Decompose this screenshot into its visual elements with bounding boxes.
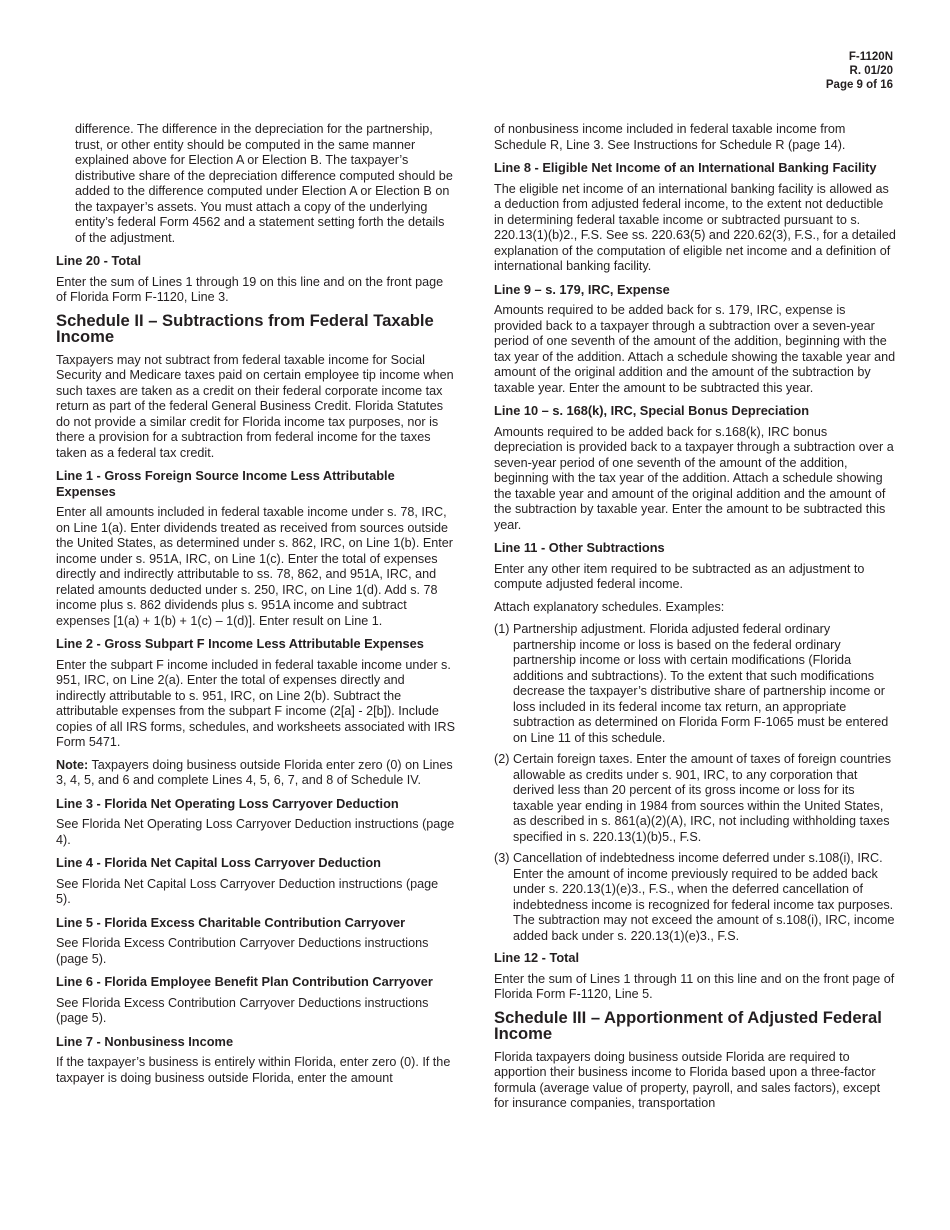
line11-heading: Line 11 - Other Subtractions [494,540,665,555]
line10-text: Amounts required to be added back for s.168(k), IRC bonus depreciation is provided back to a taxpayer through a subtraction over a seven-year period of one seventh of the amount of the addition, beginning with the tax year of the addition. Attach a schedule showing the taxable year and amount of the original addition and the amount of the subtraction by taxable year. Enter the amount to be subtracted this year. [494,424,894,532]
depreciation-continuation: difference. The difference in the depreciation for the partnership, trust, or other entity should be computed in the same manner explained above for Election A or Election B. The taxpayer’s distributive share of the depreciation difference computed should be added to the difference computed under Election A or Election B on the taxpayer’s assets. You must attach a copy of the underlying entity’s federal Form 4562 and a statement setting forth the details of the adjustment. [75,122,453,245]
example-number: (2) [494,752,510,766]
line11-attach-text: Attach explanatory schedules. Examples: [494,599,725,614]
note-text: Taxpayers doing business outside Florida enter zero (0) on Lines 3, 4, 5, and 6 and complete Lines 4, 5, 6, 7, and 8 of Schedule IV. [56,757,453,787]
page-header [826,50,893,92]
line11-text: Enter any other item required to be subtracted as an adjustment to compute adjusted federal income. [494,561,865,591]
line20-text: Enter the sum of Lines 1 through 19 on this line and on the front page of Florida Form F-1120, Line 3. [56,274,444,304]
schedule2-text: Taxpayers may not subtract from federal taxable income for Social Security and Medicare taxes paid on certain employee tip income when such taxes are taken as a credit on their federal corporate income tax return as part of the federal General Business Credit. Florida Statutes do not provide a similar credit for Florida income tax purposes, nor is there a provision for a subtraction from federal income for the taxes taken as a federal tax credit. [56,352,454,460]
line3-text: See Florida Net Operating Loss Carryover Deduction instructions (page 4). [56,817,455,847]
line4-text: See Florida Net Capital Loss Carryover Deduction instructions (page 5). [56,876,439,906]
line7-text: If the taxpayer’s business is entirely within Florida, enter zero (0). If the taxpayer is doing business outside Florida, enter the amount [56,1055,451,1085]
example-number: (3) [494,851,510,865]
line12-heading: Line 12 - Total [494,950,580,965]
line4-heading: Line 4 - Florida Net Capital Loss Carryover Deduction [56,855,381,870]
line2-text: Enter the subpart F income included in federal taxable income under s. 951, IRC, on Line 2(a). Enter the total of expenses directly and indirectly attributable to s. 951, IRC, on Line 2(b). Subtract the attributable expenses from the subpart F income (2[a] - 2[b]). Include copies of all IRS forms, schedules, and worksheets associated with IRS Form 5471. [56,657,455,749]
example-text: Cancellation of indebtedness income deferred under s.108(i), IRC. Enter the amount of income previously required to be added back under s. 220.13(1)(e)3., F.S., when the deferred cancellation of indebtedness income is recognized for federal income tax purposes. The subtraction may not exceed the amount of s.108(i), IRC, income added back under s. 220.13(1)(e)3., F.S. [513,851,895,943]
line2-heading: Line 2 - Gross Subpart F Income Less Attributable Expenses [56,636,424,651]
line5-heading: Line 5 - Florida Excess Charitable Contribution Carryover [56,914,406,930]
schedule3-text: Florida taxpayers doing business outside Florida are required to apportion their business income to Florida based upon a three-factor formula (average value of property, payroll, and sales factors), except for insurance companies, transportation [494,1049,881,1110]
form-number: F-1120N [848,51,893,63]
line7-heading: Line 7 - Nonbusiness Income [56,1033,234,1049]
line8-heading: Line 8 - Eligible Net Income of an International Banking Facility [494,160,877,175]
line9-heading: Line 9 – s. 179, IRC, Expense [494,281,670,297]
line10-heading: Line 10 – s. 168(k), IRC, Special Bonus Depreciation [494,403,810,418]
line1-heading: Line 1 - Gross Foreign Source Income Less Attributable Expenses [56,468,395,499]
example-text: Partnership adjustment. Florida adjusted federal ordinary partnership income or loss is based on the federal ordinary partnership income or loss with certain modifications (Florida additions and subtractions). To the extent that such modifications decrease the taxpayer’s distributive share of partnership income or loss included in its federal income tax return, an appropriate subtraction as determined on Florida Form F-1065 must be entered on Line 11 of this schedule. [513,622,889,745]
line8-text: The eligible net income of an international banking facility is allowed as a deduction from adjusted federal income, to the extent not deductible in determining federal taxable income or subtracted pursuant to s. 220.13(1)(b)2., F.S. See ss. 220.63(5) and 220.62(3), F.S., for a detailed explanation of the computation of eligible net income and a definition of international banking facility. [494,181,896,273]
example-item [494,851,896,944]
form-revision: R. 01/20 [849,65,893,77]
line20-heading: Line 20 - Total [56,253,142,268]
line6-text: See Florida Excess Contribution Carryover Deductions instructions (page 5). [56,995,429,1025]
line12-text: Enter the sum of Lines 1 through 11 on this line and on the front page of Florida Form F-1120, Line 5. [494,971,895,1001]
example-item [494,622,896,746]
line6-heading: Line 6 - Florida Employee Benefit Plan Contribution Carryover [56,974,433,989]
line3-heading: Line 3 - Florida Net Operating Loss Carryover Deduction [56,795,399,811]
schedule2-heading: Schedule II – Subtractions from Federal Taxable Income [56,310,434,346]
schedule3-heading: Schedule III – Apportionment of Adjusted Federal Income [494,1007,882,1043]
note-label: Note: [56,757,89,772]
page-number: Page 9 of 16 [825,79,893,91]
note-paragraph [56,758,456,789]
example-number: (1) [494,622,510,636]
line5-text: See Florida Excess Contribution Carryover Deductions instructions (page 5). [56,936,429,966]
example-text: Certain foreign taxes. Enter the amount of taxes of foreign countries allowable as credits under s. 901, IRC, to any corporation that derived less than 20 percent of its gross income or loss for its taxable year ending in 1984 from sources within the United States, as described in s. 861(a)(2)(A), IRC, not including withholding taxes specified in s. 220.13(1)(b)5., F.S. [513,752,892,844]
left-column [56,122,456,1093]
right-column [494,122,896,1119]
example-item [494,752,896,845]
line7-continuation: of nonbusiness income included in federal taxable income from Schedule R, Line 3. See Instructions for Schedule R (page 14). [494,122,846,152]
line9-text: Amounts required to be added back for s. 179, IRC, expense is provided back to a taxpayer through a subtraction over a seven-year period of one seventh of the amount of the addition, beginning with the tax year of the addition. Attach a schedule showing the taxable year and amount of the original addition and the amount of the subtraction by taxable year. Enter the amount to be subtracted this year. [494,303,896,395]
line1-text: Enter all amounts included in federal taxable income under s. 78, IRC, on Line 1(a). Enter dividends treated as received from sources outside the United States, as determined under s. 862, IRC, on Line 1(b). Enter income under s. 951A, IRC, on Line 1(c). Enter the total of expenses directly and indirectly attributable to ss. 78, 862, and 951A, IRC, and related amounts deducted under s. 250, IRC, on Line 1(d). Add s. 78 income plus s. 862 dividends plus s. 951A income and subtract expenses [1(a) + 1(b) + 1(c) – 1(d)]. Enter result on Line 1. [56,505,453,628]
